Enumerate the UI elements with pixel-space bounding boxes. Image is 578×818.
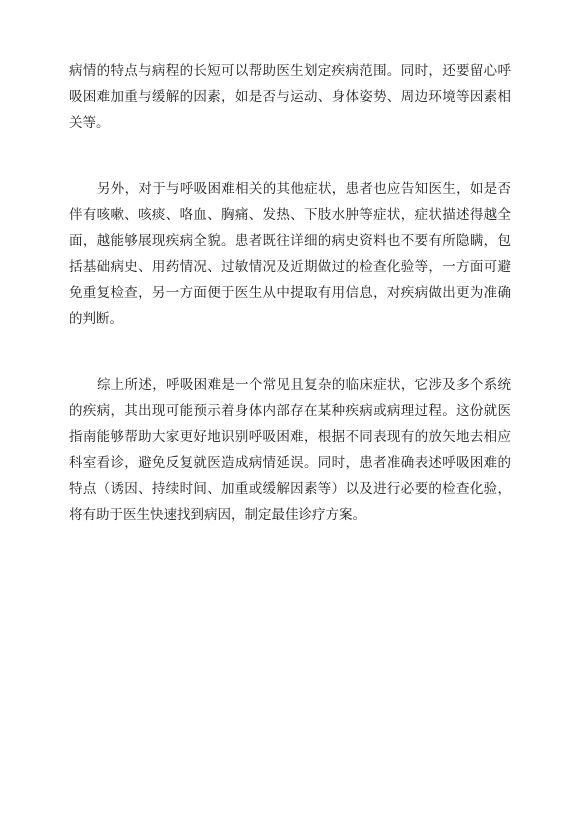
paragraph-line: 病情的特点与病程的长短可以帮助医生划定疾病范围。同时，还要留心呼	[69, 63, 511, 79]
paragraph-line: 另外，对于与呼吸困难相关的其他症状，患者也应告知医生，如是否	[97, 181, 511, 197]
paragraph-line: 特点（诱因、持续时间、加重或缓解因素等）以及进行必要的检查化验，	[69, 481, 511, 497]
paragraph-line: 免重复检查，另一方面便于医生从中提取有用信息，对疾病做出更为准确	[69, 285, 511, 301]
paragraph-line: 将有助于医生快速找到病因，制定最佳诊疗方案。	[69, 507, 366, 523]
paragraph-line: 吸困难加重与缓解的因素，如是否与运动、身体姿势、周边环境等因素相	[69, 89, 511, 105]
paragraph-line: 的疾病，其出现可能预示着身体内部存在某种疾病或病理过程。这份就医	[69, 403, 511, 419]
paragraph-1	[69, 58, 511, 136]
paragraph-3	[69, 372, 511, 528]
paragraph-line: 的判断。	[69, 311, 123, 327]
paragraph-line: 综上所述，呼吸困难是一个常见且复杂的临床症状，它涉及多个系统	[97, 377, 511, 393]
paragraph-2	[69, 176, 511, 332]
paragraph-line: 科室看诊，避免反复就医造成病情延误。同时，患者准确表述呼吸困难的	[69, 455, 511, 471]
paragraph-line: 面，越能够展现疾病全貌。患者既往详细的病史资料也不要有所隐瞒，包	[69, 233, 511, 249]
paragraph-line: 关等。	[69, 115, 110, 131]
paragraph-line: 括基础病史、用药情况、过敏情况及近期做过的检查化验等，一方面可避	[69, 259, 511, 275]
paragraph-line: 指南能够帮助大家更好地识别呼吸困难，根据不同表现有的放矢地去相应	[69, 429, 511, 445]
paragraph-line: 伴有咳嗽、咳痰、咯血、胸痛、发热、下肢水肿等症状，症状描述得越全	[69, 207, 511, 223]
